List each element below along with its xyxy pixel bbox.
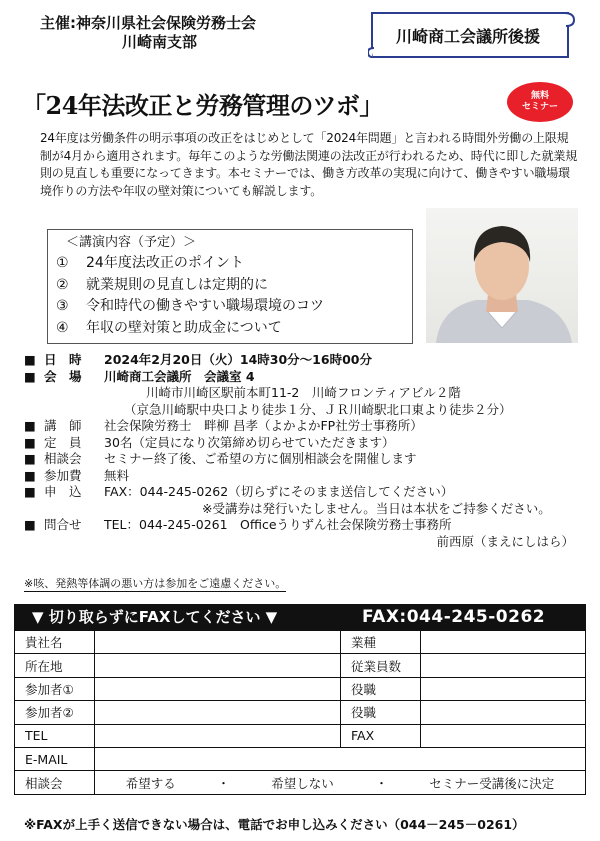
lecture-item-number: ③ [56, 298, 69, 314]
lecture-contents-box [47, 229, 413, 344]
square-bullet-icon: ■ [24, 451, 36, 466]
detail-label: 参加費 [44, 467, 82, 483]
fax-footnote: ※FAXが上手く送信できない場合は、電話でお申し込みください（044－245－0261） [24, 817, 525, 832]
square-bullet-icon: ■ [24, 467, 36, 483]
form-row [15, 701, 586, 724]
fax-instruction: ▼ 切り取らずにFAXしてください ▼ [32, 608, 278, 626]
position1-field[interactable] [421, 677, 586, 700]
lecture-item-number: ④ [56, 319, 69, 336]
lecture-item-number: ① [56, 255, 69, 271]
form-row [15, 724, 586, 747]
event-details [24, 352, 584, 550]
fax-form-header [14, 604, 586, 630]
square-bullet-icon: ■ [24, 418, 36, 433]
detail-label: 相談会 [44, 451, 82, 466]
lecture-item-text: 24年度法改正のポイント [86, 255, 244, 271]
form-row [15, 631, 586, 654]
form-label: 参加者② [15, 701, 95, 724]
form-row [15, 677, 586, 700]
badge-line1: 無料 [530, 91, 549, 101]
lecturer-portrait-icon [426, 208, 578, 343]
detail-value: 無料 [104, 467, 130, 483]
industry-field[interactable] [421, 631, 586, 654]
square-bullet-icon: ■ [24, 368, 36, 384]
detail-date [24, 352, 584, 369]
square-bullet-icon: ■ [24, 484, 36, 499]
email-field[interactable] [95, 747, 586, 770]
lecture-item [56, 253, 404, 275]
organizer [40, 14, 256, 52]
badge-line2: セミナー [521, 102, 558, 112]
lecture-item [56, 296, 404, 318]
detail-value: FAX：044-245-0262（切らずにそのまま送信してください） [104, 484, 454, 499]
inquiry-person: 前西原（まえにしはら） [436, 533, 574, 549]
form-label: 相談会 [15, 771, 95, 794]
sponsor-text: 川崎商工会議所後援 [395, 27, 540, 46]
organizer-line2: 川崎南支部 [122, 33, 198, 51]
form-label: 役職 [341, 701, 421, 724]
detail-inquiry [24, 517, 584, 534]
lecture-item [56, 275, 404, 297]
form-row [15, 654, 586, 677]
option-no-wish[interactable]: 希望しない [271, 775, 334, 791]
detail-value: 川崎商工会議所 会議室 4 [104, 368, 255, 384]
form-label: E-MAIL [15, 747, 95, 770]
form-label: TEL [15, 724, 95, 747]
detail-value: 30名（定員になり次第締め切らせていただきます） [104, 434, 395, 450]
form-label: 貴社名 [15, 631, 95, 654]
sponsor-banner [368, 10, 578, 62]
form-label: 役職 [341, 677, 421, 700]
employee-count-field[interactable] [421, 654, 586, 677]
detail-label: 申 込 [44, 484, 82, 499]
organizer-line1: 主催:神奈川県社会保険労務士会 [40, 14, 257, 32]
lecturer-photo [426, 208, 578, 343]
detail-value: 社会保険労務士 畔柳 昌孝（よかよかFP社労士事務所） [104, 418, 423, 433]
lecture-heading: ＜講演内容（予定）＞ [66, 235, 197, 250]
form-label: 参加者① [15, 677, 95, 700]
square-bullet-icon: ■ [24, 517, 36, 532]
consult-options [95, 771, 586, 794]
lecture-item-text: 令和時代の働きやすい職場環境のコツ [86, 298, 324, 314]
lecture-item-text: 就業規則の見直しは定期的に [86, 276, 268, 293]
intro-paragraph: 24年度は労働条件の明示事項の改正をはじめとして「2024年問題」と言われる時間外労働の上限規制が4月から適用されます。毎年このような労働法関連の法改正が行われるため、時代に即した就業規則の見直しも重要になってきます。本セミナーでは、働き方改革の実現に向けて、働きやすい職場環境作りの方法や年収の壁対策についても解説します。 [40, 131, 577, 198]
venue-address: 川崎市川崎区駅前本町11-2 川崎フロンティアビル２階 [146, 385, 461, 400]
fax-field[interactable] [421, 724, 586, 747]
detail-label: 日 時 [44, 352, 82, 367]
detail-value: 2024年2月20日（火）14時30分～16時00分 [104, 352, 372, 367]
seminar-title: 「24年法改正と労務管理のツボ」 [22, 91, 383, 120]
form-row [15, 747, 586, 770]
application-form [14, 630, 586, 795]
detail-label: 定 員 [44, 434, 82, 450]
option-separator: ・ [217, 775, 230, 791]
fax-number: FAX:044-245-0262 [362, 607, 546, 627]
form-label: 従業員数 [341, 654, 421, 677]
option-wish[interactable]: 希望する [125, 775, 176, 791]
detail-label: 会 場 [44, 368, 82, 384]
detail-fee [24, 468, 584, 485]
detail-consult [24, 451, 584, 468]
participant2-field[interactable] [95, 701, 341, 724]
lecture-item-text: 年収の壁対策と助成金について [86, 319, 282, 336]
detail-label: 講 師 [44, 418, 82, 433]
free-seminar-badge [507, 82, 573, 122]
tel-field[interactable] [95, 724, 341, 747]
health-warning: ※咳、発熱等体調の悪い方は参加をご遠慮ください。 [24, 577, 287, 590]
lecture-item [56, 318, 404, 340]
detail-apply [24, 484, 584, 501]
venue-access: （京急川崎駅中央口より徒歩１分、ＪＲ川崎駅北口東より徒歩２分） [124, 401, 512, 417]
participant1-field[interactable] [95, 677, 341, 700]
apply-note: ※受講券は発行いたしません。当日は本状をご持参ください。 [202, 500, 551, 516]
option-decide-later[interactable]: セミナー受講後に決定 [429, 775, 555, 791]
form-row [15, 771, 586, 794]
detail-capacity [24, 435, 584, 452]
detail-lecturer [24, 418, 584, 435]
form-label: 所在地 [15, 654, 95, 677]
position2-field[interactable] [421, 701, 586, 724]
company-name-field[interactable] [95, 631, 341, 654]
address-field[interactable] [95, 654, 341, 677]
lecture-item-number: ② [56, 276, 69, 293]
form-label: FAX [341, 724, 421, 747]
square-bullet-icon: ■ [24, 352, 36, 367]
form-label: 業種 [341, 631, 421, 654]
square-bullet-icon: ■ [24, 434, 36, 450]
detail-value: TEL：044-245-0261 Officeうりずん社会保険労務士事務所 [104, 517, 452, 532]
detail-venue [24, 369, 584, 386]
option-separator: ・ [375, 775, 388, 791]
detail-value: セミナー終了後、ご希望の方に個別相談会を開催します [104, 451, 417, 466]
detail-label: 問合せ [44, 517, 82, 532]
